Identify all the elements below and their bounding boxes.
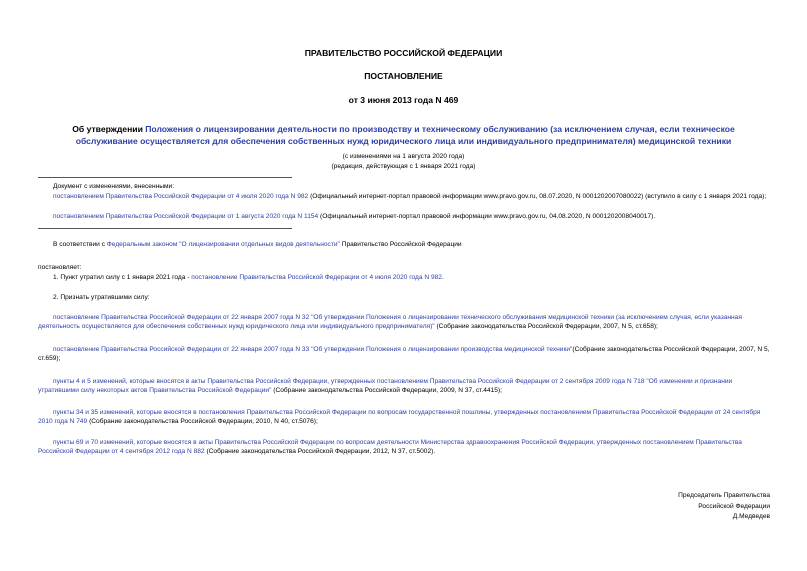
change-item [53,212,655,221]
change-link[interactable]: постановлением Правительства Российской Федерации от 4 июля 2020 года N 982 [53,193,309,200]
repealed-link[interactable]: постановление Правительства Российской Федерации от 22 января 2007 года N 32 "Об утверждении Положения о лицензировании технического обслуживания медицинской техники (за исключением случая, если указанная деятельность осуществляется для обеспечения собственных нужд юридического лица или индивидуального предпринимателя)" [38,314,742,331]
signature-title: Председатель Правительства [678,492,770,499]
date-number-heading: от 3 июня 2013 года N 469 [348,95,459,105]
repealed-text: (Собрание законодательства Российской Федерации, 2009, N 37, ст.4415); [271,387,503,395]
preamble-suffix: Правительство Российской Федерации [339,241,462,248]
point-1-end: . [441,274,444,281]
federal-law-link[interactable]: Федеральным законом "О лицензировании отдельных видов деятельности" [106,241,340,248]
edition-note-2: (редакция, действующая с 1 января 2021 года) [331,163,476,170]
doc-type-heading: ПОСТАНОВЛЕНИЕ [364,71,443,81]
repealed-text: (Собрание законодательства Российской Федерации, 2012, N 37, ст.5002). [204,448,436,456]
point-1 [53,273,444,282]
edition-note-1: (с изменениями на 1 августа 2020 года) [342,153,465,160]
repealed-text: (Собрание законодательства Российской Федерации, 2010, N 40, ст.5076); [87,418,318,426]
repealed-item [38,313,771,332]
repealed-item [38,345,771,364]
decree-word: постановляет: [38,264,82,271]
change-text: (Официальный интернет-портал правовой информации www.pravo.gov.ru, 08.07.2020, N 0001202007080022) (вступило в силу с 1 января 2021 года); [308,193,767,200]
change-text: (Официальный интернет-портал правовой информации www.pravo.gov.ru, 04.08.2020, N 0001202008040017). [318,213,656,220]
point-2: 2. Признать утратившими силу: [53,294,150,301]
repealed-item [38,408,771,427]
repealed-link[interactable]: постановление Правительства Российской Федерации от 22 января 2007 года N 33 "Об утверждении Положения о лицензировании производства медицинской техники" [53,346,573,353]
point-1-text: 1. Пункт утратил силу с 1 января 2021 года - [53,274,192,281]
repealed-item [38,438,771,457]
point-1-link[interactable]: постановление Правительства Российской Федерации от 4 июля 2020 года N 982 [191,274,442,281]
repealed-link[interactable]: пункты 34 и 35 изменений, которые вносятся в постановления Правительства Российской Федерации по вопросам государственной пошлины, утвержденных постановлением Правительства Российской Федерации от 24 сентября 2010 года N 749 [38,409,761,426]
title-link[interactable]: Положения о лицензировании деятельности по производству и техническому обслуживанию (за исключением случая, если техническое обслуживание осуществляется для обеспечения собственных нужд юридического лица или индивидуального предпринимателя) медицинской техники [75,124,735,146]
repealed-link[interactable]: пункты 69 и 70 изменений, которые вносятся в акты Правительства Российской Федерации по вопросам деятельности Министерства здравоохранения Российской Федерации, утвержденных постановлением Правительства Российской Федерации от 4 сентября 2012 года N 882 [38,439,742,456]
signature-block [678,491,770,523]
preamble-prefix: В соответствии с [53,241,107,248]
changes-heading: Документ с изменениями, внесенными: [53,183,175,190]
government-heading: ПРАВИТЕЛЬСТВО РОССИЙСКОЙ ФЕДЕРАЦИИ [304,48,503,58]
signature-org: Российской Федерации [698,502,770,510]
title-prefix: Об утверждении [72,124,146,134]
repealed-link[interactable]: пункты 4 и 5 изменений, которые вносятся в акты Правительства Российской Федерации, утвержденных постановлением Правительства Российской Федерации от 2 сентября 2009 года N 718 "Об изменении и признании утратившими силу некоторых актов Правительства Российской Федерации" [38,378,733,395]
repealed-item [38,377,771,396]
repealed-text: (Собрание законодательства Российской Федерации, 2007, N 5, ст.659); [38,346,770,363]
change-link[interactable]: постановлением Правительства Российской Федерации от 1 августа 2020 года N 1154 [53,213,319,220]
repealed-text: (Собрание законодательства Российской Федерации, 2007, N 5, ст.658); [434,323,658,331]
change-item [38,192,771,201]
divider-top [38,177,292,178]
document-title [62,123,745,147]
preamble [53,240,462,249]
divider-bottom [38,228,292,229]
signature-name: Д.Медведев [732,513,770,521]
